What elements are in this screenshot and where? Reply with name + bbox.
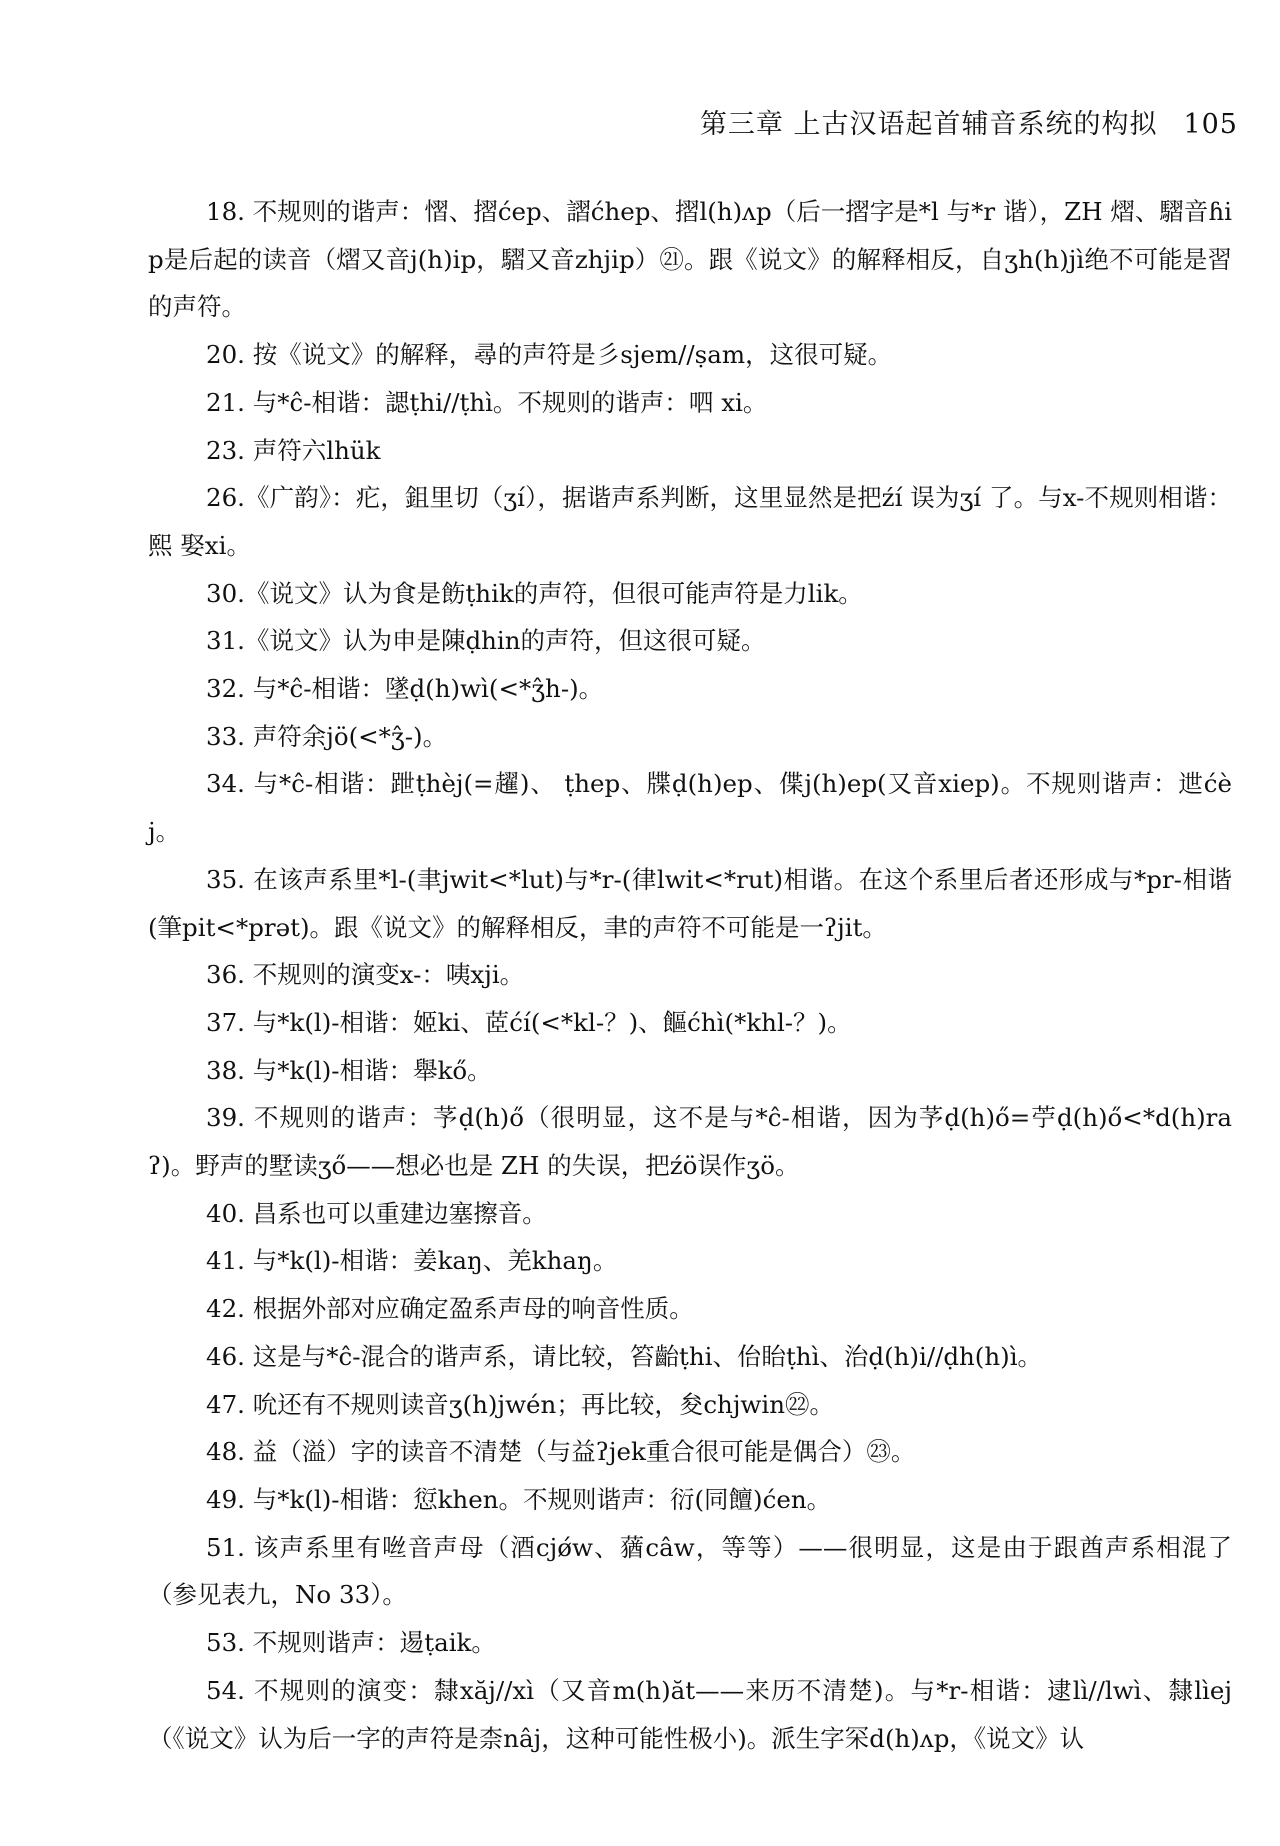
note-30: 30.《说文》认为食是飭ṭhik的声符，但很可能声符是力lik。 <box>206 578 863 608</box>
note-39: 39. 不规则的谐声：芧ḍ(h)ő（很明显，这不是与*ĉ-相谐，因为芧ḍ(h)ő=苧ḍ(h)ő<*d(h)raʔ)。野声的墅读ʒő——想必也是 ZH 的失误，把źö误作ʒö。 <box>148 1103 1232 1181</box>
note-34: 34. 与*ĉ-相谐：跇ṭhèj(=趯)、 ṭhep、牒ḍ(h)ep、偞j(h)ep(又音xiep)。不规则谐声：迣ćèj。 <box>148 769 1232 847</box>
note-31: 31.《说文》认为申是陳ḍhin的声符，但这很可疑。 <box>206 626 766 656</box>
note-49: 49. 与*k(l)-相谐：愆khen。不规则谐声：衍(同饘)ćen。 <box>206 1484 832 1514</box>
note-26: 26.《广韵》：疕，鉏里切（ʒí），据谐声系判断，这里显然是把źí 误为ʒí 了。与x-不规则相谐：熙 娶xi。 <box>148 483 1232 560</box>
note-40: 40. 昌系也可以重建边塞擦音。 <box>206 1198 547 1228</box>
chapter-title: 第三章 上古汉语起首辅音系统的构拟 <box>699 109 1158 140</box>
note-20: 20. 按《说文》的解释，尋的声符是彡sjem//ṣam，这很可疑。 <box>206 340 893 370</box>
note-37: 37. 与*k(l)-相谐：姬ki、茝ćí(<*kl-？)、饇ćhì(*khl-？)。 <box>206 1007 852 1037</box>
note-51: 51. 该声系里有咝音声母（酒cjǿw、蕕câw，等等）——很明显，这是由于跟酋声系相混了（参见表九，No 33）。 <box>148 1532 1232 1610</box>
note-23: 23. 声符六lhük <box>206 435 381 465</box>
note-54: 54. 不规则的演变：隸xăj//xì（又音m(h)ăt——来历不清楚)。与*r-相谐：逮lì//lwì、隸lìej（《说文》认为后一字的声符是柰nâj，这种可能性极小)。派生字罙d(h)ʌp，《说文》认 <box>148 1675 1232 1753</box>
note-53: 53. 不规则谐声：逷ṭaik。 <box>206 1628 496 1658</box>
note-32: 32. 与*ĉ-相谐：墜ḍ(h)wì(<*ʒ̂h-)。 <box>206 674 604 704</box>
note-48: 48. 益（溢）字的读音不清楚（与益ʔjek重合很可能是偶合）㉓。 <box>206 1437 916 1467</box>
note-21: 21. 与*ĉ-相谐：諰ṭhi//ṭhì。不规则的谐声：呬 xi。 <box>206 387 768 417</box>
running-head <box>0 102 1238 141</box>
note-35: 35. 在该声系里*l-(聿jwit<*lut)与*r-(律lwit<*rut)相谐。在这个系里后者还形成与*pr-相谐(筆pit<*prət)。跟《说文》的解释相反，聿的声符不可能是一ʔjit。 <box>148 864 1232 942</box>
note-41: 41. 与*k(l)-相谐：姜kaŋ、羌khaŋ。 <box>206 1246 618 1276</box>
note-42: 42. 根据外部对应确定盈系声母的响音性质。 <box>206 1294 694 1324</box>
note-33: 33. 声符余jö(<*ʒ̂-)。 <box>206 721 448 751</box>
note-47: 47. 吮还有不规则读音ʒ(h)jwén；再比较，夋chjwin㉒。 <box>206 1389 835 1419</box>
page-number: 105 <box>1183 109 1238 140</box>
note-36: 36. 不规则的演变x-：咦xji。 <box>206 960 525 990</box>
note-38: 38. 与*k(l)-相谐：舉kő。 <box>206 1055 492 1085</box>
note-18: 18. 不规则的谐声：慴、摺ćep、謵ćhep、摺l(h)ʌp（后一摺字是*l 与*r 谐），ZH 熠、騽音ɦip是后起的读音（熠又音j(h)ip，騽又音zhjip）㉑。跟《说文》的解释相反，自ʒh(h)jì绝不可能是習的声符。 <box>148 197 1232 322</box>
notes-list <box>148 188 1232 1762</box>
note-46: 46. 这是与*ĉ-混合的谐声系，请比较，笞齝ṭhi、佁眙ṭhì、治ḍ(h)i//ḍh(h)ì。 <box>206 1341 1043 1371</box>
